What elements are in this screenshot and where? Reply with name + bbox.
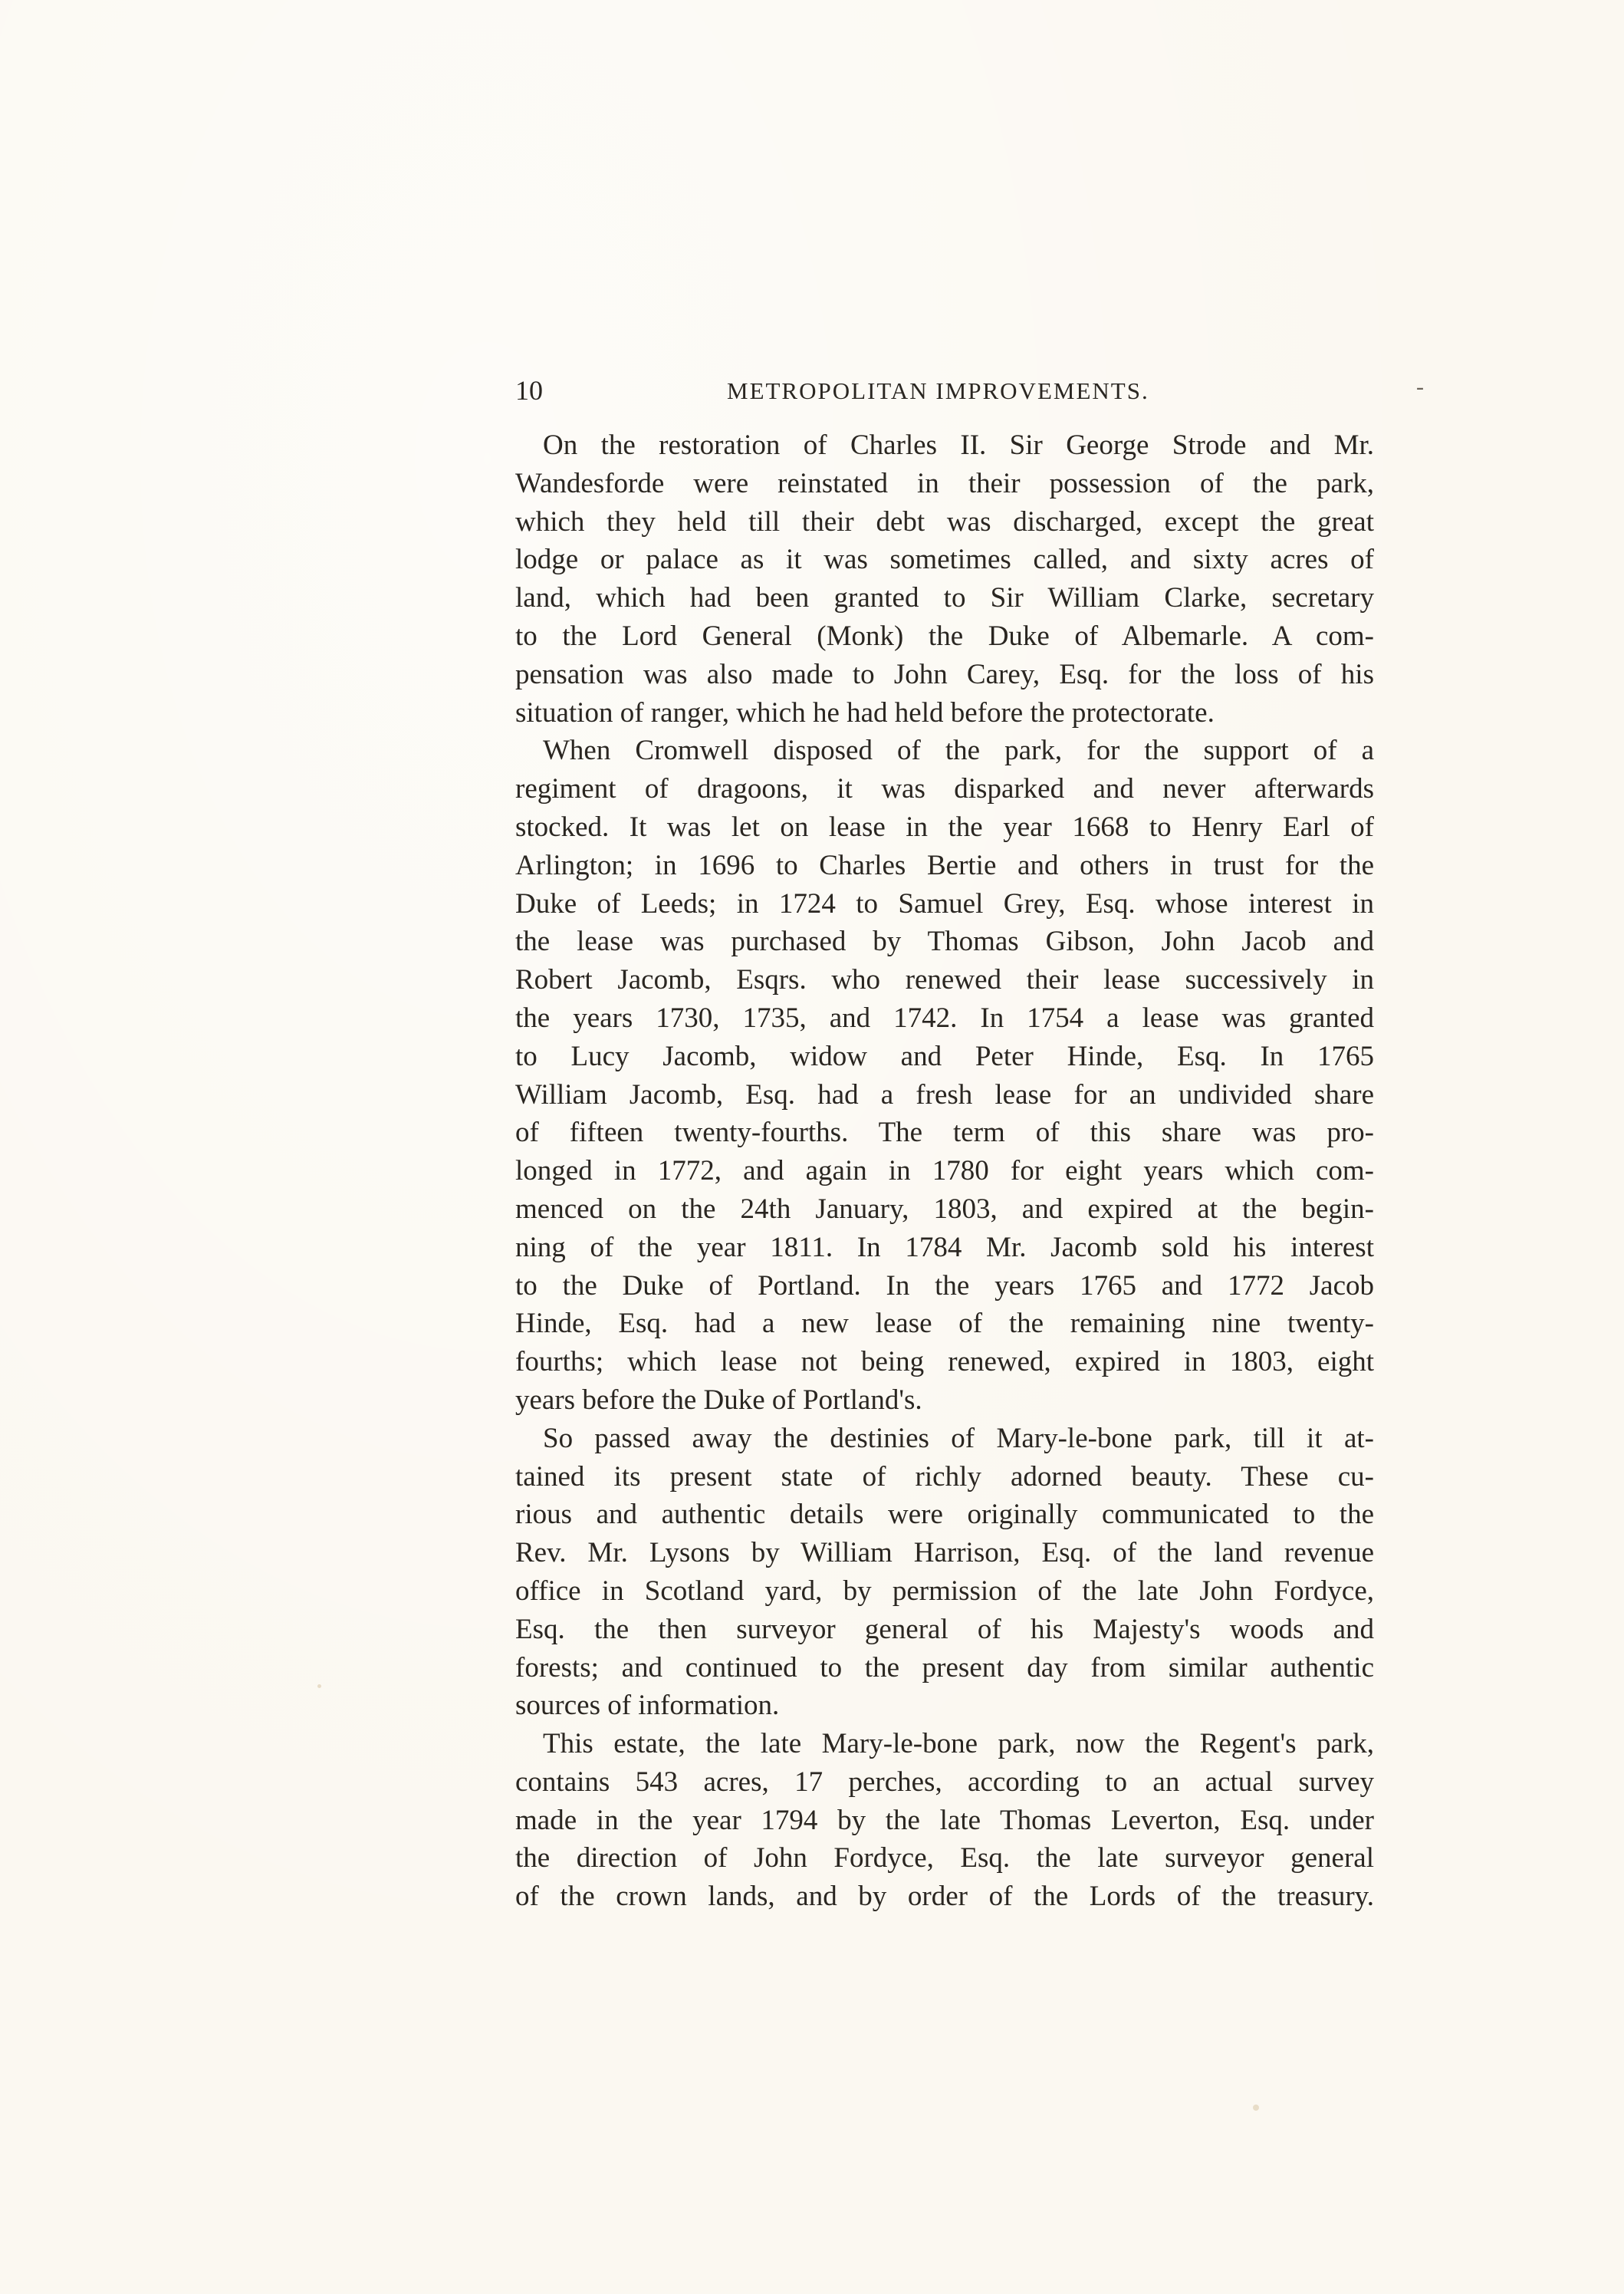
- running-head: [515, 374, 1425, 420]
- page-number: 10: [515, 375, 543, 406]
- text-line: Wandesforde were reinstated in their possession of the park,: [515, 467, 1374, 499]
- text-line: On the restoration of Charles II. Sir George Strode and Mr.: [543, 430, 1374, 461]
- margin-mark: -: [1416, 374, 1425, 400]
- paragraph-destinies: [515, 1420, 1374, 1725]
- text-line: Robert Jacomb, Esqrs. who renewed their lease successively in: [515, 964, 1374, 996]
- text-line: office in Scotland yard, by permission of the late John Fordyce,: [515, 1575, 1374, 1607]
- text-line: which they held till their debt was discharged, except the great: [515, 505, 1374, 538]
- text-line: So passed away the destinies of Mary-le-bone park, till it at-: [543, 1422, 1374, 1454]
- text-line: the lease was purchased by Thomas Gibson, John Jacob and: [515, 926, 1374, 958]
- paragraph-cromwell: [515, 732, 1374, 1419]
- text-line: the direction of John Fordyce, Esq. the late surveyor general: [515, 1842, 1374, 1874]
- text-line: the years 1730, 1735, and 1742. In 1754 a lease was granted: [515, 1002, 1374, 1034]
- text-line: of fifteen twenty-fourths. The term of this share was pro-: [515, 1117, 1374, 1149]
- text-line: land, which had been granted to Sir William Clarke, secretary: [515, 582, 1374, 614]
- text-line: pensation was also made to John Carey, Esq. for the loss of his: [515, 658, 1374, 690]
- text-line: situation of ranger, which he had held before the protectorate.: [515, 696, 1215, 729]
- running-title: METROPOLITAN IMPROVEMENTS.: [727, 377, 1149, 404]
- paragraph-restoration: [515, 426, 1374, 732]
- text-line: regiment of dragoons, it was disparked and never afterwards: [515, 773, 1374, 805]
- text-line: This estate, the late Mary-le-bone park, now the Regent's park,: [543, 1728, 1374, 1760]
- text-line: tained its present state of richly adorned beauty. These cu-: [515, 1460, 1374, 1493]
- text-line: contains 543 acres, 17 perches, according to an actual survey: [515, 1766, 1374, 1798]
- paragraph-estate: [515, 1725, 1374, 1916]
- text-line: stocked. It was let on lease in the year 1668 to Henry Earl of: [515, 811, 1374, 843]
- text-line: to the Lord General (Monk) the Duke of Albemarle. A com-: [515, 620, 1374, 652]
- text-line: Rev. Mr. Lysons by William Harrison, Esq. of the land revenue: [515, 1537, 1374, 1569]
- text-line: ning of the year 1811. In 1784 Mr. Jacomb sold his interest: [515, 1231, 1374, 1263]
- paper-speck: [1253, 2105, 1259, 2111]
- text-line: longed in 1772, and again in 1780 for eight years which com-: [515, 1155, 1374, 1187]
- text-line: years before the Duke of Portland's.: [515, 1384, 922, 1416]
- text-line: When Cromwell disposed of the park, for the support of a: [543, 735, 1374, 767]
- text-line: Hinde, Esq. had a new lease of the remaining nine twenty-: [515, 1308, 1374, 1340]
- text-line: made in the year 1794 by the late Thomas Leverton, Esq. under: [515, 1804, 1374, 1836]
- text-line: fourths; which lease not being renewed, expired in 1803, eight: [515, 1346, 1374, 1378]
- text-line: menced on the 24th January, 1803, and expired at the begin-: [515, 1193, 1374, 1225]
- text-line: Duke of Leeds; in 1724 to Samuel Grey, Esq. whose interest in: [515, 887, 1374, 920]
- paper-speck: [317, 1684, 321, 1688]
- text-line: rious and authentic details were originally communicated to the: [515, 1499, 1374, 1531]
- text-line: forests; and continued to the present day from similar authentic: [515, 1651, 1374, 1683]
- text-line: to Lucy Jacomb, widow and Peter Hinde, Esq. In 1765: [515, 1040, 1374, 1072]
- text-line: William Jacomb, Esq. had a fresh lease for an undivided share: [515, 1078, 1374, 1111]
- text-line: to the Duke of Portland. In the years 1765 and 1772 Jacob: [515, 1269, 1374, 1302]
- text-line: lodge or palace as it was sometimes called, and sixty acres of: [515, 544, 1374, 576]
- text-line: Esq. the then surveyor general of his Majesty's woods and: [515, 1613, 1374, 1645]
- text-line: Arlington; in 1696 to Charles Bertie and others in trust for the: [515, 849, 1374, 881]
- text-line: of the crown lands, and by order of the Lords of the treasury.: [515, 1881, 1374, 1913]
- text-line: sources of information.: [515, 1690, 780, 1722]
- body-text: [515, 426, 1374, 1916]
